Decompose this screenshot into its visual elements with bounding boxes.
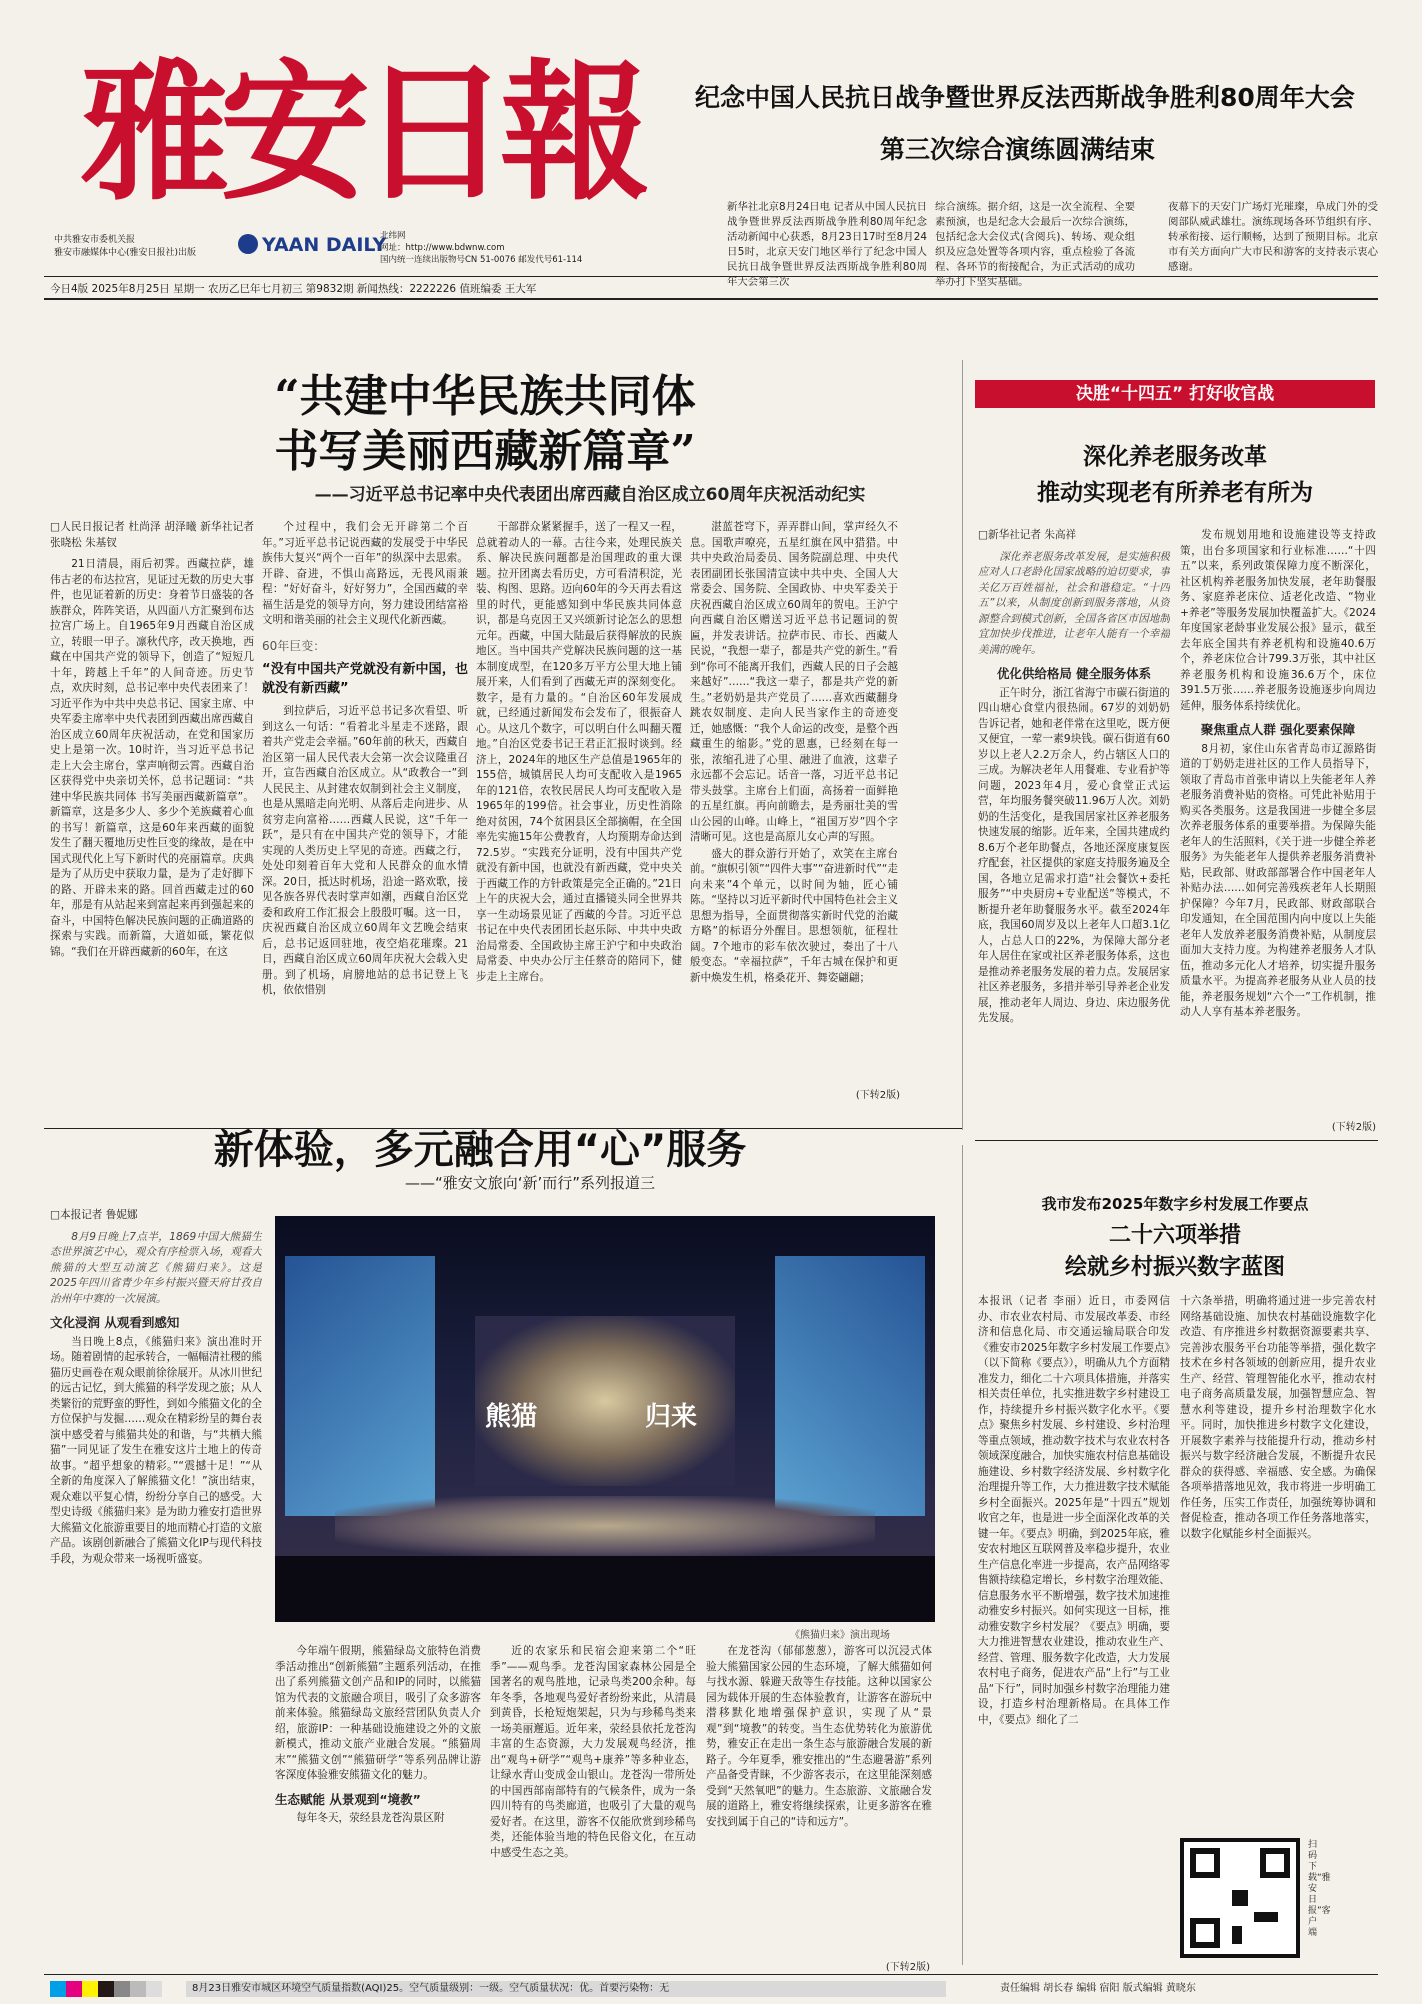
sidebar-headline-2: 推动实现老有所养老有所为 [1037,479,1313,506]
feature-col-4-text: 在龙苍沟（郁郁葱葱），游客可以沉浸式体验大熊猫国家公园的生态环境，了解大熊猫如何与找水源、躲避天敌等生存技能。这种以国家公园为载体开展的生态体验教育，让游客在游玩中潜移默化地增强保护意识，实现了从“景观”到“境教”的转变。当生态优势转化为旅游优势，雅安正在走出一条生态与旅游融合发展的新路子。今年夏季，雅安推出的“生态避暑游”系列产品备受青睐，不少游客表示，在这里能深刻感受到“天然氧吧”的魅力。生态旅游、文旅融合发展的道路上，雅安将继续探索，让更多游客在雅安找到属于自己的“诗和远方”。 [706,1645,932,1828]
sidebar-banner: 决胜“十四五” 打好收官战 [975,380,1375,408]
main-col-4 [690,520,898,1088]
swatch-magenta [66,1981,82,1997]
print-info [380,230,660,266]
left-led-panel [285,1256,435,1516]
feature-col-4 [706,1644,932,1960]
main-col-3-text: 干部群众紧紧握手，送了一程又一程，总就着动人的一幕。古往今来，处理民族关系、解决民族问题都是治国理政的重大课题。拉开团离去看历史，方可看清积淀，光装、构图、思路。迈向60年的今天再去看这里的时代，更能感知到中华民族共同体意识，都是乌克因王又兴颂新讨论怎么的思想元年。西藏，中国大陆最后获得解放的民族地区。当中国共产党解决民族问题的这一基本制度成型，在120多万平方公里大地上铺展开来，人们看到了西藏无声的深刻变化。数字，是有力量的。“自治区60年发展成就，已经通过新闻发布会发布了，很振奋人心。从这几个数字，可以明白什么叫翻天覆地。”自治区党委书记王君正汇报时谈到。经济上，2024年的地区生产总值是1965年的155倍，城镇居民人均可支配收入是1965年的121倍，农牧民居民人均可支配收入是1965年的199倍。社会事业，历史性消除绝对贫困，74个贫困县区全部摘帽，在全国率先实施15年公费教育，人均预期寿命达到72.5岁。“实践充分证明，没有中国共产党就没有新中国，也就没有新西藏，党中央关于西藏工作的方针政策是完全正确的。”21日上午的庆祝大会，通过直播镜头同全世界共享一生动场景见证了西藏的今昔。习近平总书记在中央代表团团长赵乐际、中共中央政治局常委、全国政协主席王沪宁和中央政治局常委、中央办公厅主任蔡奇的陪同下，健步走上主席台。 [476,521,682,983]
sidebar-col-a [978,528,1170,1133]
feature-section-2: 生态赋能 从景观到“境教” [275,1791,421,1807]
feature-intro-col [50,1208,262,1968]
qr-code[interactable] [1180,1838,1300,1958]
feature-headline: 新体验，多元融合用“心”服务 [213,1127,747,1173]
lead-headline-2: 第三次综合演练圆满结束 [880,135,1156,164]
digital-kicker: 我市发布2025年数字乡村发展工作要点 [1041,1195,1309,1213]
sidebar-editor-note: 深化养老服务改革发展，是实施积极应对人口老龄化国家战略的迫切要求，事关亿万百姓福祉，社会和谐稳定。“十四五”以来，从制度创新到服务落地，从资源整合到模式创新，全国各省区市因地制宜加快步伐推进，让老年人能有一个幸福美满的晚年。 [978,550,1170,656]
lead-col-3: 夜幕下的天安门广场灯光璀璨，阜成门外的受阅部队威武雄壮。演练现场各环节组织有序、转承衔接、运行顺畅，达到了预期目标。北京市有关方面向广大市民和游客的支持表示衷心感谢。 [1168,201,1378,273]
main-col-1-text: 21日清晨，雨后初霁。西藏拉萨，雄伟古老的布达拉宫，见证过无数的历史大事件，也见证着新的历史：身着节日盛装的各族群众，阵阵笑语，从四面八方汇聚到布达拉宫广场上。自1965年9月西藏自治区成立，转眼一甲子。凛秋代序，改天换地，西藏在中国共产党的领导下，创造了“短短几十年，跨越上千年”的人间奇迹。历史节点，欢庆时刻，总书记率中央代表团来了！习近平作为中共中央总书记、国家主席、中央军委主席率中央代表团到西藏出席西藏自治区成立60周年庆祝活动，在党和国家历史上是第一次。10时许，当习近平总书记走上大会主席台，掌声响彻云霄。西藏自治区获得党中央亲切关怀，总书记题词：“共建中华民族共同体 书写美丽西藏新篇章”。新篇章，这是多少人、多少个羌族藏着心血的书写！新篇章，这是60年来西藏的面貌发生了翻天覆地历史性巨变的缘故，是在中国式现代化上写下新时代的亮丽篇章。庆典是为了从历史中获取力量，是为了走好脚下的路、开辟未来的路。回首西藏走过的60年，那是有从站起来到富起来再到强起来的奋斗，中国特色解决民族问题的正确道路的探索与实践。而新篇，大道如砥，繁花似锦。“我们在开辟西藏新的60年，在这 [50,558,254,958]
publisher-line-1: 中共雅安市委机关报 [54,235,136,245]
masthead-title: 雅安日報 [80,45,641,221]
publisher-line-2: 雅安市融媒体中心(雅安日报社)出版 [54,248,197,258]
main-col-2b-text: 到拉萨后，习近平总书记多次看望、听到这么一句话：“看着北斗星走不迷路，跟着共产党走会幸福。”60年前的秋天，西藏自治区第一届人民代表大会第一次会议隆重召开，宣告西藏自治区成立。从“政教合一”到人民民主、从封建农奴制到社会主义制度，也是从黑暗走向光明、从落后走向进步、从贫穷走向富裕……西藏人民说，这“千年一跃”，是只有在中国共产党的领导下，才能实现的人类历史上罕见的奇迹。西藏之行，处处印刻着百年大党和人民群众的血水情深。20日，抵达时机场，沿途一路欢歌，接见各族各界代表时掌声如潮，西藏自治区党委和政府工作汇报会上殷殷叮嘱。这一日，庆祝西藏自治区成立60周年文艺晚会结束后，总书记返回驻地，夜空焰花璀璨。21日，西藏自治区成立60周年庆祝大会载入史册。到了机场，肩膀地站的总书记登上飞机，依依惜别 [262,705,468,996]
panda-logo-icon [238,234,258,254]
date-rule [44,298,1378,300]
feature-col-3 [490,1644,696,1974]
stage-floor [335,1496,875,1556]
main-headline-2: 书写美丽西藏新篇章” [274,426,696,477]
digital-col-2: 十六条举措，明确将通过进一步完善农村网络基础设施、加快农村基础设施数字化改造、有序推进乡村数据资源要素共享、完善涉农服务平台功能等举措，强化数字技术在乡村各领域的创新应用，提升农业生产、经营、管理智能化水平，推动农村电子商务高质量发展，加强智慧应急、智慧水利等建设，提升乡村治理数字化水平。同时，加快推进乡村数字文化建设，开展数字素养与技能提升行动，推动乡村振兴与数字经济融合发展，不断提升农民群众的获得感、幸福感、安全感。为确保各项举措落地见效，我市将进一步明确工作任务，压实工作责任，加强统筹协调和督促检查，推动各项工作任务落地落实，以数字化赋能乡村全面振兴。 [1180,1295,1376,1540]
footer-rule [44,1974,1378,1975]
aqi-line: 8月23日雅安市城区环境空气质量指数(AQI)25。空气质量级别：一级。空气质量状况：优。首要污染物：无 [186,1981,946,1997]
sidebar-section-2: 聚焦重点人群 强化要素保障 [1200,722,1356,737]
pull-quote: “没有中国共产党就没有新中国，也就没有新西藏” [262,662,468,696]
lead-col-2: 综合演练。据介绍，这是一次全流程、全要素预演，也是纪念大会最后一次综合演练，包括纪念大会仪式(含阅兵)、转场、观众组织及应急处置等各项内容，重点检验了各流程、各环节的衔接配合，为正式活动的成功举办打下坚实基础。 [935,201,1135,288]
sidebar-continued: (下转2版) [1331,1122,1376,1133]
sidebar-col-a-text: 正午时分，浙江省海宁市碳石街道的四山塘心食堂内很热闹。67岁的刘奶奶告诉记者，她和老伴常在这里吃，既方便又便宜，一荤一素9块钱。碳石街道有60岁以上老人2.2万余人，约占辖区人口的三成。为解决老年人用餐难、专业看护等问题，2023年4月，爱心食堂正式运营，年均服务餐突破11.96万人次。刘奶奶的生活变化，是我国居家社区养老服务快速发展的缩影。近年来，全国共建成约8.6万个老年助餐点，各地还深度康复医疗配套，社区提供的家庭支持服务遍及全国，各地立足需求打造“社会餐饮+委托服务”“中央厨房+专业配送”等模式，不断提升老年助餐服务水平。截至2024年底，我国60周岁及以上老年人口超3.1亿人，占总人口的22%，为保障大部分老年人居住在家或社区养老服务体系，这也是推动养老服务发展的着力点。发展居家社区养老服务，多措并举引导养老企业发展，推动老年人周边、身边、床边服务优先发展。 [978,686,1170,1024]
sidebar-section-1: 优化供给格局 健全服务体系 [996,666,1152,681]
digital-col-1: 本报讯（记者 李丽）近日，市委网信办、市农业农村局、市发展改革委、市经济和信息化局、市交通运输局联合印发《雅安市2025年数字乡村发展工作要点》（以下简称《要点》），明确从九个方面精准发力，细化二十六项具体措施，并落实相关责任单位，扎实推进数字乡村建设工作，持续提升乡村振兴数字化水平。《要点》聚焦乡村发展、乡村建设、乡村治理等重点领域，推动数字技术与农业农村各领域深度融合，加快实施农村信息基础设施建设、乡村数字经济发展、乡村数字化治理提升等工作，大力推进数字技术赋能乡村全面振兴。2025年是“十四五”规划收官之年，也是进一步全面深化改革的关键一年。《要点》明确，到2025年底，雅安农村地区互联网普及率稳步提升，农业生产信息化率进一步提高，农产品网络零售额持续稳定增长，乡村数字治理效能、信息服务水平不断增强，数字技术加速推动雅安乡村振兴。如何实现这一目标，推动雅安数字乡村发展？《要点》明确，要大力推进智慧农业建设，推动农业生产、经营、管理、服务数字化改造，大力发展农村电子商务，促进农产品“上行”与工业品“下行”，同时加强乡村数字治理能力建设，打造乡村治理新格局。在具体工作中，《要点》细化了二 [978,1295,1170,1726]
feature-byline: □本报记者 鲁妮娜 [50,1209,138,1221]
feature-intro: 8月9日晚上7点半，1869中国大熊猫生态世界演艺中心，观众有序检票入场，观看大熊猫的大型互动演艺《熊猫归来》。这是2025年四川省青少年乡村振兴暨天府甘孜自治州年中赛的一次展演。 [50,1230,262,1305]
pull-label: 60年巨变： [262,638,326,653]
swatch-gray-2 [130,1981,146,1997]
main-col-4b-text: 盛大的群众游行开始了，欢笑在主席台前。“旗帜引领”“四件大事”“奋进新时代”“走向未来”4个单元，以时间为轴，匠心铺陈。“坚持以习近平新时代中国特色社会主义思想为指导，全面贯彻落实新时代党的治藏方略”的标语分外醒目。思想领航，征程壮阔。7个地市的彩车依次驶过，奏出了十八般变态。“幸福拉萨”，千年古城在保护和更新中焕发生机，格桑花开、舞姿翩翩； [690,847,898,984]
swatch-black [98,1981,114,1997]
date-line: 今日4版 2025年8月25日 星期一 农历乙巳年七月初三 第9832期 新闻热线：2222226 值班编委 王大军 [50,283,537,295]
feature-section-1: 文化浸润 从观看到感知 [50,1315,180,1330]
audience [275,1556,935,1622]
sidebar-col-b [1180,528,1376,1120]
print-info-3: 国内统一连续出版物号CN 51-0076 邮发代号61-114 [380,255,583,265]
swatch-gray-1 [114,1981,130,1997]
main-col-4-text: 湛蓝苍穹下，弄弄群山间，掌声经久不息。国歌声嘹亮，五星红旗在风中猎猎。中共中央政治局委员、国务院副总理、中央代表团副团长张国清宣读中共中央、全国人大常委会、国务院、全国政协、中央军委关于庆祝西藏自治区成立60周年的贺电。王沪宁向西藏自治区赠送习近平总书记题词的贺匾，并发表讲话。拉萨市民、市长、西藏人民说，“我想一辈子，都是共产党的新生。”看到“你可不能离开我们，西藏人民的日子会越来越好”……“我这一辈子，都是共产党的新生。”老奶奶是共产党员了……喜欢西藏翻身跳农奴制度、走向人民当家作主的奇迹变迁，她感慨：“我个人命运的改变，是整个西藏重生的缩影。”党的恩惠，已经刻在每一张，浓缩孔进了心里、融进了血液，这辈子永远都不会忘记。话音一落，习近平总书记带头鼓掌。主席台上们面，高扬着一面鲜艳的五星红旗。再向前瞻去，是秀丽壮美的雪山公园的山峰。山峰上，“祖国万岁”四个字清晰可见。这也是高原儿女心声的写照。 [690,521,898,843]
column-rule-2 [962,1145,963,1965]
column-rule [962,360,963,1130]
print-info-2: 网址：http://www.bdwnw.com [380,243,505,253]
feature-subhead: ——“雅安文旅向‘新’而行”系列报道三 [404,1174,656,1192]
main-col-3 [476,520,682,1100]
feature-col-2 [275,1644,481,1974]
feature-continued: (下转2版) [885,1962,930,1973]
main-byline: □人民日报记者 杜尚泽 胡泽曦 新华社记者 张晓松 朱基钗 [50,521,254,549]
main-subhead: ——习近平总书记率中央代表团出席西藏自治区成立60周年庆祝活动纪实 [314,485,866,505]
swatch-yellow [82,1981,98,1997]
stage-photo [275,1216,935,1622]
feature-col-2b-text: 每年冬天，荥经县龙苍沟景区附 [296,1812,445,1824]
feature-col-2-text: 今年端午假期，熊猫绿岛文旅特色消费季活动推出“创新熊猫”主题系列活动，在推出了系列熊猫文创产品和IP的同时，以熊猫馆为代表的文旅融合项目，吸引了众多游客前来体验。熊猫绿岛文旅经营团队负责人介绍，旅游IP：一种基础设施建设之外的文旅新模式，推动文旅产业融合发展。“熊猫周末”“熊猫文创”“熊猫研学”等系列品牌让游客深度体验雅安熊猫文化的魅力。 [275,1645,481,1781]
sidebar-col-b2-text: 8月初，家住山东省青岛市辽源路街道的丁奶奶走进社区的工作人员指导下，领取了青岛市首张申请以上失能老年人养老服务消费补贴的资格。可凭此补贴用于购买各类服务。这是我国进一步健全多层次养老服务体系的重要举措。为保障失能老年人的生活照料，《关于进一步健全养老服务》为失能老年人提供养老服务消费补贴，民政部、财政部部署合作中国老年人补贴办法……如何完善残疾老年人长期照护保障？今年7月，民政部、财政部联合印发通知，在全国范围内向中度以上失能老年人发放养老服务消费补贴，从制度层面加大支持力度。为构建养老服务人才队伍，推动多元化人才培养，切实提升服务质量水平。为提高养老服务从业人员的技能，养老服务规划“六个一”工作机制，推动人人享有基本养老服务。 [1180,742,1376,1018]
main-headline-1: “共建中华民族共同体 [274,371,696,422]
main-col-2 [262,520,468,1100]
feature-col-3-text: 近的农家乐和民宿会迎来第二个“旺季”——观鸟季。龙苍沟国家森林公园是全国著名的观鸟胜地，记录鸟类200余种。每年冬季，各地观鸟爱好者纷纷来此，从清晨到黄昏，长枪短炮架起，只为与珍稀鸟类来一场美丽邂逅。近年来，荥经县依托龙苍沟丰富的生态资源，大力发展观鸟经济，推出“观鸟+研学”“观鸟+康养”等多种业态，让绿水青山变成金山银山。龙苍沟一带所处的中国西部南部特有的气候条件，成为一条四川特有的鸟类廊道，也吸引了大量的观鸟爱好者。在这里，游客不仅能欣赏到珍稀鸟类，还能体验当地的特色民俗文化，在互动中感受生态之美。 [490,1645,696,1859]
sidebar-byline: □新华社记者 朱高祥 [978,529,1077,541]
digital-headline-1: 二十六项举措 [1108,1222,1241,1248]
stage-sign-left: 熊猫 [485,1402,538,1432]
lead-headline-1: 纪念中国人民抗日战争暨世界反法西斯战争胜利80周年大会 [695,83,1355,112]
sidebar-bottom-rule [975,1140,1378,1141]
right-led-panel [775,1256,925,1516]
lead-col-1: 新华社北京8月24日电 记者从中国人民抗日战争暨世界反法西斯战争胜利80周年纪念活动新闻中心获悉，8月23日17时至8月24日5时，北京天安门地区举行了纪念中国人民抗日战争暨世界反法西斯战争胜利80周年大会第三次 [727,201,927,288]
stage-sign-right: 归来 [645,1402,698,1432]
digital-headline-2: 绘就乡村振兴数字蓝图 [1064,1254,1285,1280]
logo-text: YAAN DAILY [262,234,387,256]
swatch-cyan [50,1981,66,1997]
main-continued: (下转2版) [855,1090,900,1101]
main-col-1 [50,520,254,1100]
editors-line: 责任编辑 胡长春 编辑 宿阳 版式编辑 黄晓东 [1000,1983,1196,1994]
sidebar-headline-1: 深化养老服务改革 [1083,443,1267,470]
sidebar-col-b-text: 发布规划用地和设施建设等支持政策，出台多项国家和行业标准……“十四五”以来，系列政策保障力度不断深化，社区机构养老服务加快发展，老年助餐服务、家庭养老床位、适老化改造、“物业+养老”等服务发展加快覆盖扩大。《2024年度国家老龄事业发展公报》显示，截至去年底全国共有养老机构和设施40.6万个，养老床位合计799.3万张，其中社区养老服务机构和设施36.6万个，床位391.5万张……养老服务设施逐步向周边延伸，服务体系持续优化。 [1180,529,1376,712]
photo-caption: 《熊猫归来》演出现场 [790,1630,890,1641]
main-col-2-text: 个过程中，我们会无开辟第二个百年。”习近平总书记说西藏的发展受于中华民族伟大复兴“两个一百年”的纵深中去思索。开辟、奋进，不惧山高路远，无畏风雨兼程：“好好奋斗，好好努力”，全国西藏的幸福生活是党的领导方向，努力建设团结富裕文明和谐美丽的社会主义现代化新西藏。 [262,521,468,626]
feature-col-1-text: 当日晚上8点，《熊猫归来》演出准时开场。随着剧情的起承转合，一幅幅清社稷的熊猫历史画卷在观众眼前徐徐展开。从冰川世纪的远古记忆，到大熊猫的科学发现之旅；从人类繁衍的荒野蛮的野性，到如今熊猫文化的全方位保护与发掘……观众在精彩纷呈的舞台表演中感受着与熊猫共处的和谐，与“共栖大熊猫”一同见证了发生在雅安这片土地上的传奇故事。“超乎想象的精彩。”“震撼十足！”“从全新的角度深入了解熊猫文化！”演出结束，观众难以平复心情，纷纷分享自己的感受。大型史诗级《熊猫归来》是为助力雅安打造世界大熊猫文化旅游重要目的地而精心打造的文旅产品。该剧创新融合了熊猫文化IP与现代科技手段，为观众带来一场视听盛宴。 [50,1335,262,1565]
qr-caption: 扫码下载“雅安日报”客户端 [1308,1840,1331,1938]
print-info-1: 北纬网 [380,231,406,241]
swatch-gray-3 [146,1981,162,1997]
